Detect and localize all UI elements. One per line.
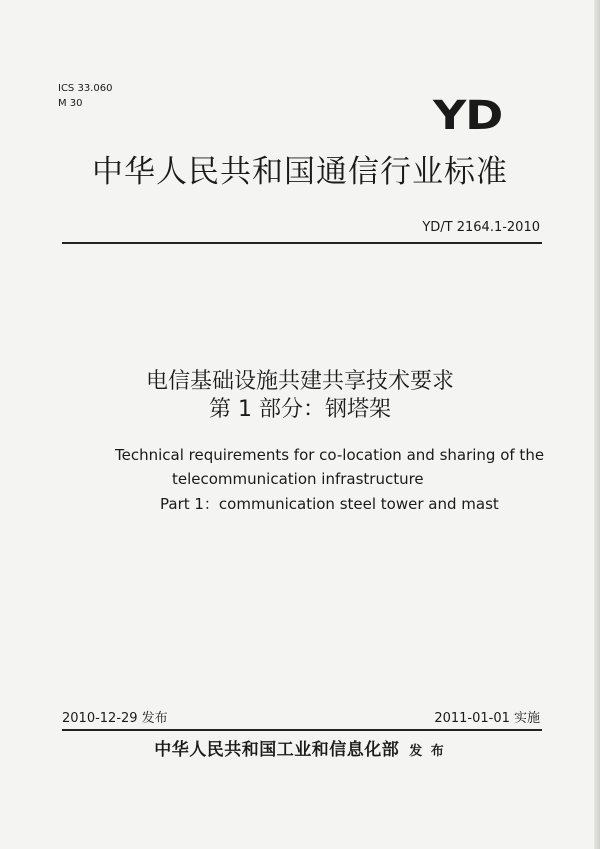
title-english-line-2: telecommunication infrastructure xyxy=(172,470,424,488)
yd-logo: YD xyxy=(432,93,502,139)
title-chinese-line-2: 第 1 部分：钢塔架 xyxy=(209,397,391,422)
standard-name: 中华人民共和国通信行业标准 xyxy=(92,154,508,190)
top-divider xyxy=(62,242,542,244)
publish-label: 发 布 xyxy=(409,744,446,759)
title-chinese-line-1: 电信基础设施共建共享技术要求 xyxy=(145,369,454,394)
title-english-line-3: Part 1：communication steel tower and mast xyxy=(160,495,499,513)
ics-code: ICS 33.060 xyxy=(58,83,113,94)
standard-code: YD/T 2164.1-2010 xyxy=(422,220,540,235)
implementation-date: 2011-01-01 实施 xyxy=(434,711,540,726)
issue-date: 2010-12-29 发布 xyxy=(62,711,168,726)
issuer-line xyxy=(0,739,600,763)
scan-edge xyxy=(594,0,600,849)
bottom-divider xyxy=(62,729,542,731)
classification-code: M 30 xyxy=(58,98,83,109)
issuer-name: 中华人民共和国工业和信息化部 xyxy=(154,740,400,760)
title-english-line-1: Technical requirements for co-location and sharing of the xyxy=(115,446,545,464)
